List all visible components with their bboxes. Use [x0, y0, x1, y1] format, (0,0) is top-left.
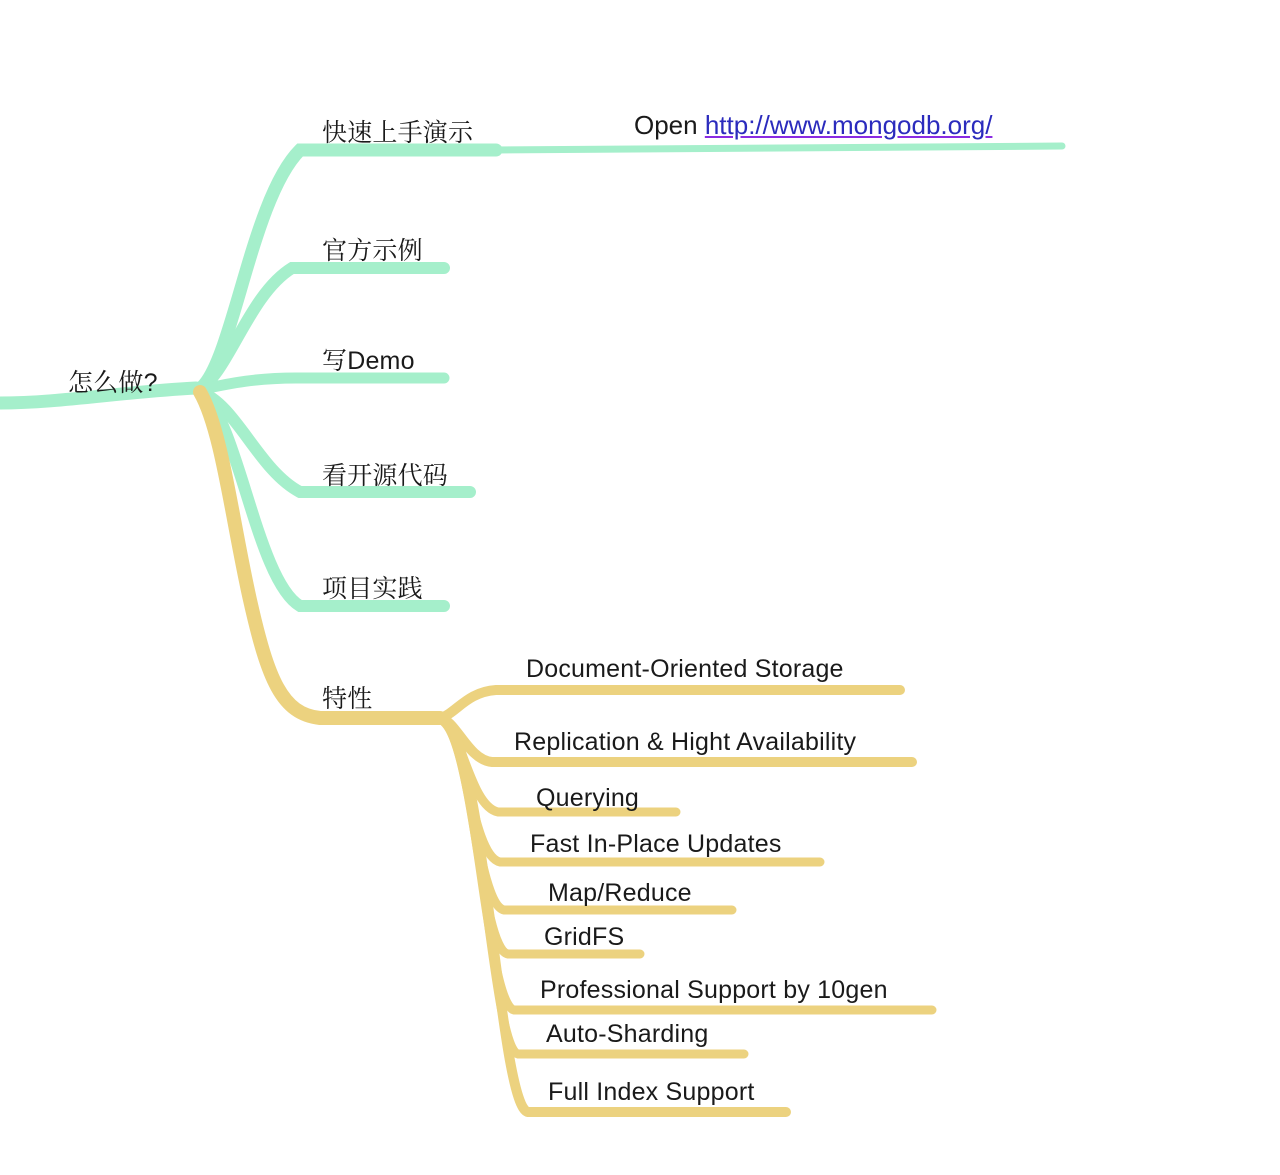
node-read-source[interactable]: 看开源代码	[322, 462, 449, 490]
node-write-demo[interactable]: 写Demo	[322, 347, 415, 375]
branch-line-features	[200, 392, 440, 718]
node-feature-fast-in-place-updates[interactable]: Fast In-Place Updates	[530, 830, 782, 858]
node-feature-replication[interactable]: Replication & Hight Availability	[514, 728, 857, 756]
branch-line-quickstart-link	[496, 146, 1062, 150]
branch-line-write-demo	[198, 378, 444, 390]
node-quickstart[interactable]: 快速上手演示	[322, 119, 474, 147]
node-feature-map-reduce[interactable]: Map/Reduce	[548, 879, 692, 907]
node-feature-gridfs[interactable]: GridFS	[544, 923, 625, 951]
node-feature-document-oriented-storage[interactable]: Document-Oriented Storage	[526, 655, 844, 683]
node-feature-querying[interactable]: Querying	[536, 784, 640, 812]
mongodb-org-link[interactable]: http://www.mongodb.org/	[704, 110, 993, 140]
node-project-practice[interactable]: 项目实践	[322, 575, 423, 603]
annotation-open-prefix: Open	[634, 110, 705, 140]
node-root[interactable]: 怎么做?	[68, 369, 158, 397]
node-feature-full-index-support[interactable]: Full Index Support	[548, 1078, 755, 1106]
node-feature-professional-support[interactable]: Professional Support by 10gen	[540, 976, 888, 1004]
node-feature-auto-sharding[interactable]: Auto-Sharding	[546, 1020, 709, 1048]
annotation-open-link-row	[634, 110, 992, 141]
branch-line-feature-professional-support	[450, 728, 932, 1010]
node-features[interactable]: 特性	[322, 685, 373, 713]
branch-line-feature-document-oriented-storage	[440, 690, 900, 718]
node-official-samples[interactable]: 官方示例	[322, 237, 423, 265]
